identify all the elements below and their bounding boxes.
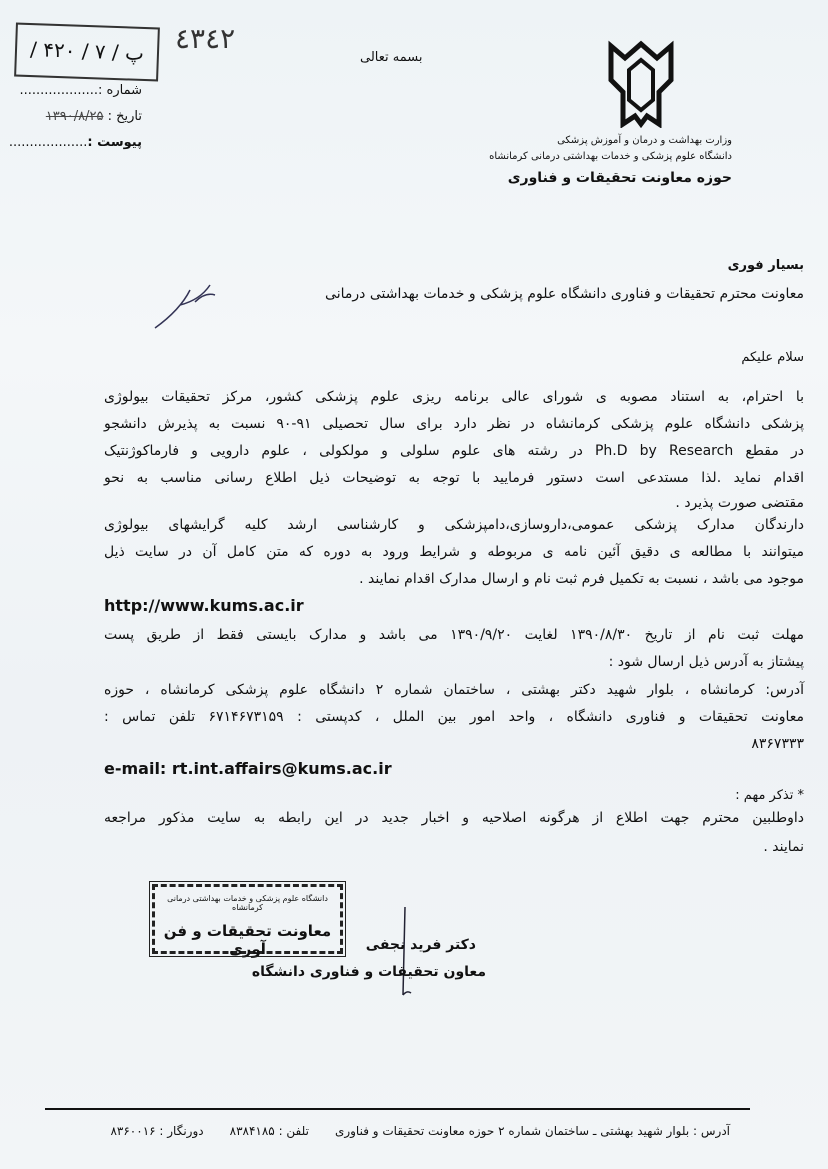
deadline-line: پیشتاز به آدرس ذیل ارسال شود : — [608, 654, 804, 670]
handwritten-note-icon — [150, 280, 220, 334]
department-name: حوزه معاونت تحقیقات و فناوری — [507, 170, 732, 186]
letter-number-stamp: / ۴۲۰ / ۷ / پ — [14, 23, 160, 82]
email-link[interactable]: e-mail: rt.int.affairs@kums.ac.ir — [104, 759, 392, 778]
footer-info — [60, 1124, 730, 1138]
address-line: آدرس: کرمانشاه ، بلوار شهید دکتر بهشتی ، ساختمان شماره ۲ دانشگاه علوم پزشکی کرمانشاه ، حوزه — [104, 682, 805, 698]
body-line: اقدام نماید .لذا مستدعی است دستور فرمایید با توجه به توضیحات ذیل اطلاع رسانی مناسب به نحو — [104, 470, 804, 486]
ministry-name: وزارت بهداشت و درمان و آموزش پزشکی — [557, 135, 732, 146]
body-line: دارندگان مدارک پزشکی عمومی،داروسازی،دامپزشکی و کارشناسی ارشد کلیه گرایشهای بیولوژی — [104, 517, 804, 533]
bismillah: بسمه تعالی — [360, 50, 423, 65]
body-line: موجود می باشد ، نسبت به تکمیل فرم ثبت نام و ارسال مدارک اقدام نمایند . — [359, 571, 804, 587]
website-link[interactable]: http://www.kums.ac.ir — [104, 596, 304, 615]
university-logo-icon — [607, 40, 675, 132]
body-line: میتوانند با مطالعه ی دقیق آئین نامه ی مربوطه و شرایط ورود به دوره که متن کامل آن در سایت ذیل — [104, 544, 804, 560]
footer-address: آدرس : بلوار شهید بهشتی ـ ساختمان شماره ۲ حوزه معاونت تحقیقات و فناوری — [334, 1124, 730, 1138]
handwritten-number: ٤٣٤٢ — [175, 22, 236, 55]
footer-phone: تلفن : ۸۳۸۴۱۸۵ — [229, 1124, 309, 1138]
body-line: با احترام، به استناد مصوبه ی شورای عالی برنامه ریزی علوم پزشکی کشور، مرکز تحقیقات بیولوژی — [104, 389, 804, 405]
university-name: دانشگاه علوم پزشکی و خدمات بهداشتی درمانی کرمانشاه — [489, 151, 732, 162]
signature-mark-icon — [395, 905, 415, 1004]
signatory-title: معاون تحقیقات و فناوری دانشگاه — [251, 964, 486, 980]
deadline-line: مهلت ثبت نام از تاریخ ۱۳۹۰/۸/۳۰ لغایت ۱۳۹۰/۹/۲۰ می باشد و مدارک بایستی فقط از طریق پست — [104, 627, 804, 643]
addressee: معاونت محترم تحقیقات و فناوری دانشگاه علوم پزشکی و خدمات بهداشتی درمانی — [325, 286, 804, 302]
field-attachment: پیوست :................... — [8, 135, 142, 150]
body-line: مقتضی صورت پذیرد . — [675, 495, 804, 511]
body-line: در مقطع Ph.D by Research در رشته های علوم سلولی و مولکولی ، علوم دارویی و فارماکوژنتیک — [104, 443, 804, 459]
urgency-label: بسیار فوری — [727, 258, 804, 273]
postal-phone: ۸۳۶۷۳۳۳ — [751, 736, 804, 752]
note-title: * تذکر مهم : — [735, 788, 804, 803]
field-number: شماره :................... — [19, 83, 142, 98]
body-line: پزشکی دانشگاه علوم پزشکی کرمانشاه در نظر دارد برای سال تحصیلی ۹۱-۹۰ نسبت به پذیرش دانشجو — [104, 416, 805, 432]
address-line: معاونت تحقیقات و فناوری دانشگاه ، واحد امور بین الملل ، کدپستی : ۶۷۱۴۶۷۳۱۵۹ تلفن تماس : — [104, 709, 805, 725]
field-date: تاریخ : ۱۳۹۰/۸/۲۵ — [45, 109, 142, 124]
signatory-name: دکتر فرید نجفی — [365, 937, 476, 953]
note-line: نمایند . — [763, 839, 804, 855]
official-seal: دانشگاه علوم پزشکی و خدمات بهداشتی درمانی کرمانشاه معاونت تحقیقات و فن آوری — [152, 884, 343, 954]
footer-divider — [45, 1108, 750, 1110]
greeting: سلام علیکم — [741, 350, 804, 365]
note-line: داوطلبین محترم جهت اطلاع از هرگونه اصلاحیه و اخبار جدید در این رابطه به سایت مذکور مراجعه — [104, 810, 804, 826]
footer-fax: دورنگار : ۸۳۶۰۰۱۶ — [110, 1124, 204, 1138]
